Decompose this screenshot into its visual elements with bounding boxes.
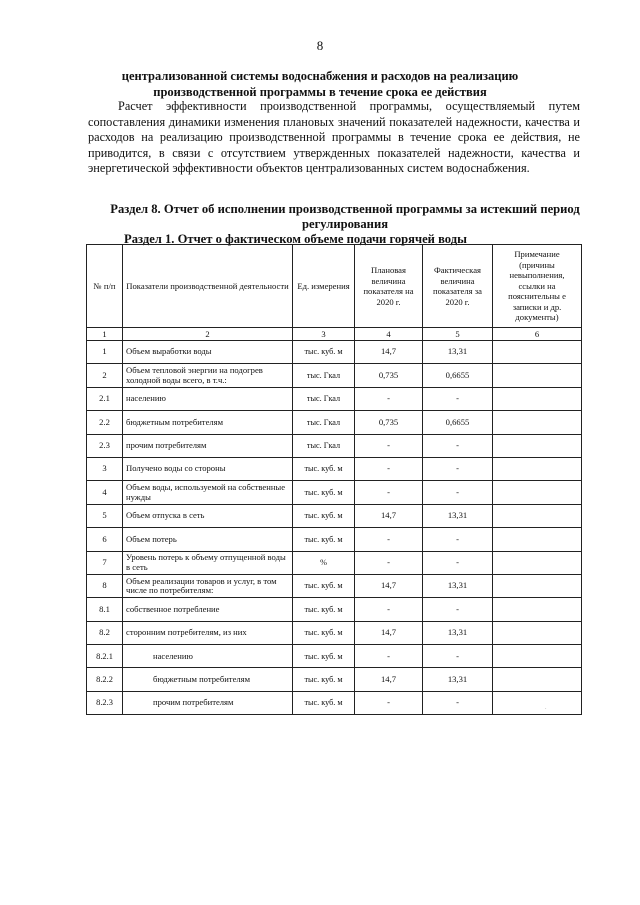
- row-number: 4: [87, 481, 123, 504]
- row-note: [493, 341, 582, 364]
- row-fact: 13,31: [423, 341, 493, 364]
- row-name: Уровень потерь к объему отпущенной воды в сеть: [123, 551, 293, 574]
- table-row: [87, 434, 582, 457]
- row-number: 2: [87, 364, 123, 387]
- row-fact: -: [423, 387, 493, 410]
- row-fact: -: [423, 598, 493, 621]
- row-fact: -: [423, 551, 493, 574]
- table-row: [87, 504, 582, 527]
- row-note: [493, 621, 582, 644]
- row-plan: 0,735: [355, 411, 423, 434]
- row-note: [493, 668, 582, 691]
- row-fact: -: [423, 691, 493, 714]
- row-name: населению: [123, 387, 293, 410]
- header-unit: Ед. измерения: [293, 245, 355, 328]
- row-number: 3: [87, 457, 123, 480]
- row-fact: 13,31: [423, 504, 493, 527]
- table-row: [87, 551, 582, 574]
- row-unit: тыс. куб. м: [293, 621, 355, 644]
- row-unit: тыс. куб. м: [293, 481, 355, 504]
- row-plan: -: [355, 528, 423, 551]
- table-row: [87, 341, 582, 364]
- hot-water-report-table: [86, 244, 582, 715]
- row-note: [493, 457, 582, 480]
- row-fact: -: [423, 457, 493, 480]
- row-fact: 0,6655: [423, 411, 493, 434]
- row-plan: -: [355, 645, 423, 668]
- row-note: [493, 481, 582, 504]
- column-number-row: [87, 328, 582, 341]
- row-name: собственное потребление: [123, 598, 293, 621]
- scan-mark: .: [545, 705, 547, 711]
- row-note: [493, 364, 582, 387]
- row-number: 1: [87, 341, 123, 364]
- header-note: Примечание (причины невыполнения, ссылки на пояснительны е записки и др. документы): [493, 245, 582, 328]
- row-note: [493, 551, 582, 574]
- row-unit: %: [293, 551, 355, 574]
- row-number: 8.2.2: [87, 668, 123, 691]
- row-plan: -: [355, 457, 423, 480]
- row-number: 6: [87, 528, 123, 551]
- table-row: [87, 411, 582, 434]
- row-unit: тыс. Гкал: [293, 434, 355, 457]
- row-unit: тыс. куб. м: [293, 598, 355, 621]
- section-heading-continued: централизованной системы водоснабжения и расходов на реализацию производственной программы в течение срока ее действия: [121, 69, 519, 99]
- row-number: 2.3: [87, 434, 123, 457]
- table-row: [87, 668, 582, 691]
- row-name: Объем потерь: [123, 528, 293, 551]
- row-unit: тыс. куб. м: [293, 645, 355, 668]
- row-unit: тыс. куб. м: [293, 504, 355, 527]
- table-row: [87, 621, 582, 644]
- row-note: [493, 645, 582, 668]
- row-plan: -: [355, 598, 423, 621]
- row-name: Объем отпуска в сеть: [123, 504, 293, 527]
- row-plan: 14,7: [355, 341, 423, 364]
- row-note: [493, 574, 582, 597]
- row-plan: -: [355, 551, 423, 574]
- row-fact: -: [423, 645, 493, 668]
- table-row: [87, 528, 582, 551]
- row-note: [493, 691, 582, 714]
- table-header-row: [87, 245, 582, 328]
- section-8-title: Раздел 8. Отчет об исполнении производственной программы за истекший период регулирования: [110, 202, 580, 231]
- column-number: 4: [355, 328, 423, 341]
- row-plan: -: [355, 481, 423, 504]
- row-note: [493, 387, 582, 410]
- row-name: Объем тепловой энергии на подогрев холодной воды всего, в т.ч.:: [123, 364, 293, 387]
- row-fact: 13,31: [423, 668, 493, 691]
- row-plan: -: [355, 691, 423, 714]
- row-number: 8.2: [87, 621, 123, 644]
- row-note: [493, 504, 582, 527]
- row-fact: 13,31: [423, 574, 493, 597]
- row-number: 2.1: [87, 387, 123, 410]
- row-unit: тыс. куб. м: [293, 528, 355, 551]
- table-row: [87, 481, 582, 504]
- row-name: Объем воды, используемой на собственные нужды: [123, 481, 293, 504]
- table-row: [87, 574, 582, 597]
- row-number: 8.2.3: [87, 691, 123, 714]
- row-number: 8.1: [87, 598, 123, 621]
- row-number: 5: [87, 504, 123, 527]
- row-plan: 0,735: [355, 364, 423, 387]
- row-number: 2.2: [87, 411, 123, 434]
- row-name: прочим потребителям: [123, 434, 293, 457]
- row-note: [493, 411, 582, 434]
- table-row: [87, 691, 582, 714]
- header-num: № п/п: [87, 245, 123, 328]
- column-number: 3: [293, 328, 355, 341]
- row-unit: тыс. куб. м: [293, 341, 355, 364]
- row-plan: 14,7: [355, 668, 423, 691]
- row-note: [493, 528, 582, 551]
- row-fact: -: [423, 434, 493, 457]
- row-name: Получено воды со стороны: [123, 457, 293, 480]
- row-unit: тыс. Гкал: [293, 364, 355, 387]
- table-row: [87, 645, 582, 668]
- header-plan: Плановая величина показателя на 2020 г.: [355, 245, 423, 328]
- header-fact: Фактическая величина показателя за 2020 г.: [423, 245, 493, 328]
- row-number: 7: [87, 551, 123, 574]
- column-number: 5: [423, 328, 493, 341]
- row-name: Объем реализации товаров и услуг, в том числе по потребителям:: [123, 574, 293, 597]
- row-plan: -: [355, 434, 423, 457]
- row-name: населению: [123, 645, 293, 668]
- table-row: [87, 387, 582, 410]
- row-plan: 14,7: [355, 621, 423, 644]
- table-row: [87, 457, 582, 480]
- row-name: Объем выработки воды: [123, 341, 293, 364]
- row-plan: 14,7: [355, 574, 423, 597]
- page-number: 8: [316, 38, 324, 53]
- row-fact: 13,31: [423, 621, 493, 644]
- row-unit: тыс. куб. м: [293, 668, 355, 691]
- row-name: бюджетным потребителям: [123, 411, 293, 434]
- section-1-title: Раздел 1. Отчет о фактическом объеме подачи горячей воды: [124, 232, 467, 246]
- row-plan: 14,7: [355, 504, 423, 527]
- row-note: [493, 434, 582, 457]
- row-unit: тыс. Гкал: [293, 387, 355, 410]
- row-name: бюджетным потребителям: [123, 668, 293, 691]
- row-unit: тыс. куб. м: [293, 457, 355, 480]
- row-plan: -: [355, 387, 423, 410]
- body-paragraph: Расчет эффективности производственной программы, осуществляемый путем сопоставления динамики изменения плановых значений показателей надежности, качества и расходов на реализацию производственной программы в течение срока ее действия, не приводится, в связи с отсутствием утвержденных показателей надежности, качества и энергетической эффективности объектов централизованных систем водоснабжения.: [88, 99, 580, 176]
- row-note: [493, 598, 582, 621]
- row-unit: тыс. куб. м: [293, 691, 355, 714]
- row-fact: -: [423, 481, 493, 504]
- row-name: прочим потребителям: [123, 691, 293, 714]
- table-row: [87, 364, 582, 387]
- column-number: 6: [493, 328, 582, 341]
- column-number: 2: [123, 328, 293, 341]
- column-number: 1: [87, 328, 123, 341]
- row-fact: -: [423, 528, 493, 551]
- row-unit: тыс. Гкал: [293, 411, 355, 434]
- table-row: [87, 598, 582, 621]
- header-name: Показатели производственной деятельности: [123, 245, 293, 328]
- row-number: 8: [87, 574, 123, 597]
- row-fact: 0,6655: [423, 364, 493, 387]
- row-unit: тыс. куб. м: [293, 574, 355, 597]
- row-name: сторонним потребителям, из них: [123, 621, 293, 644]
- row-number: 8.2.1: [87, 645, 123, 668]
